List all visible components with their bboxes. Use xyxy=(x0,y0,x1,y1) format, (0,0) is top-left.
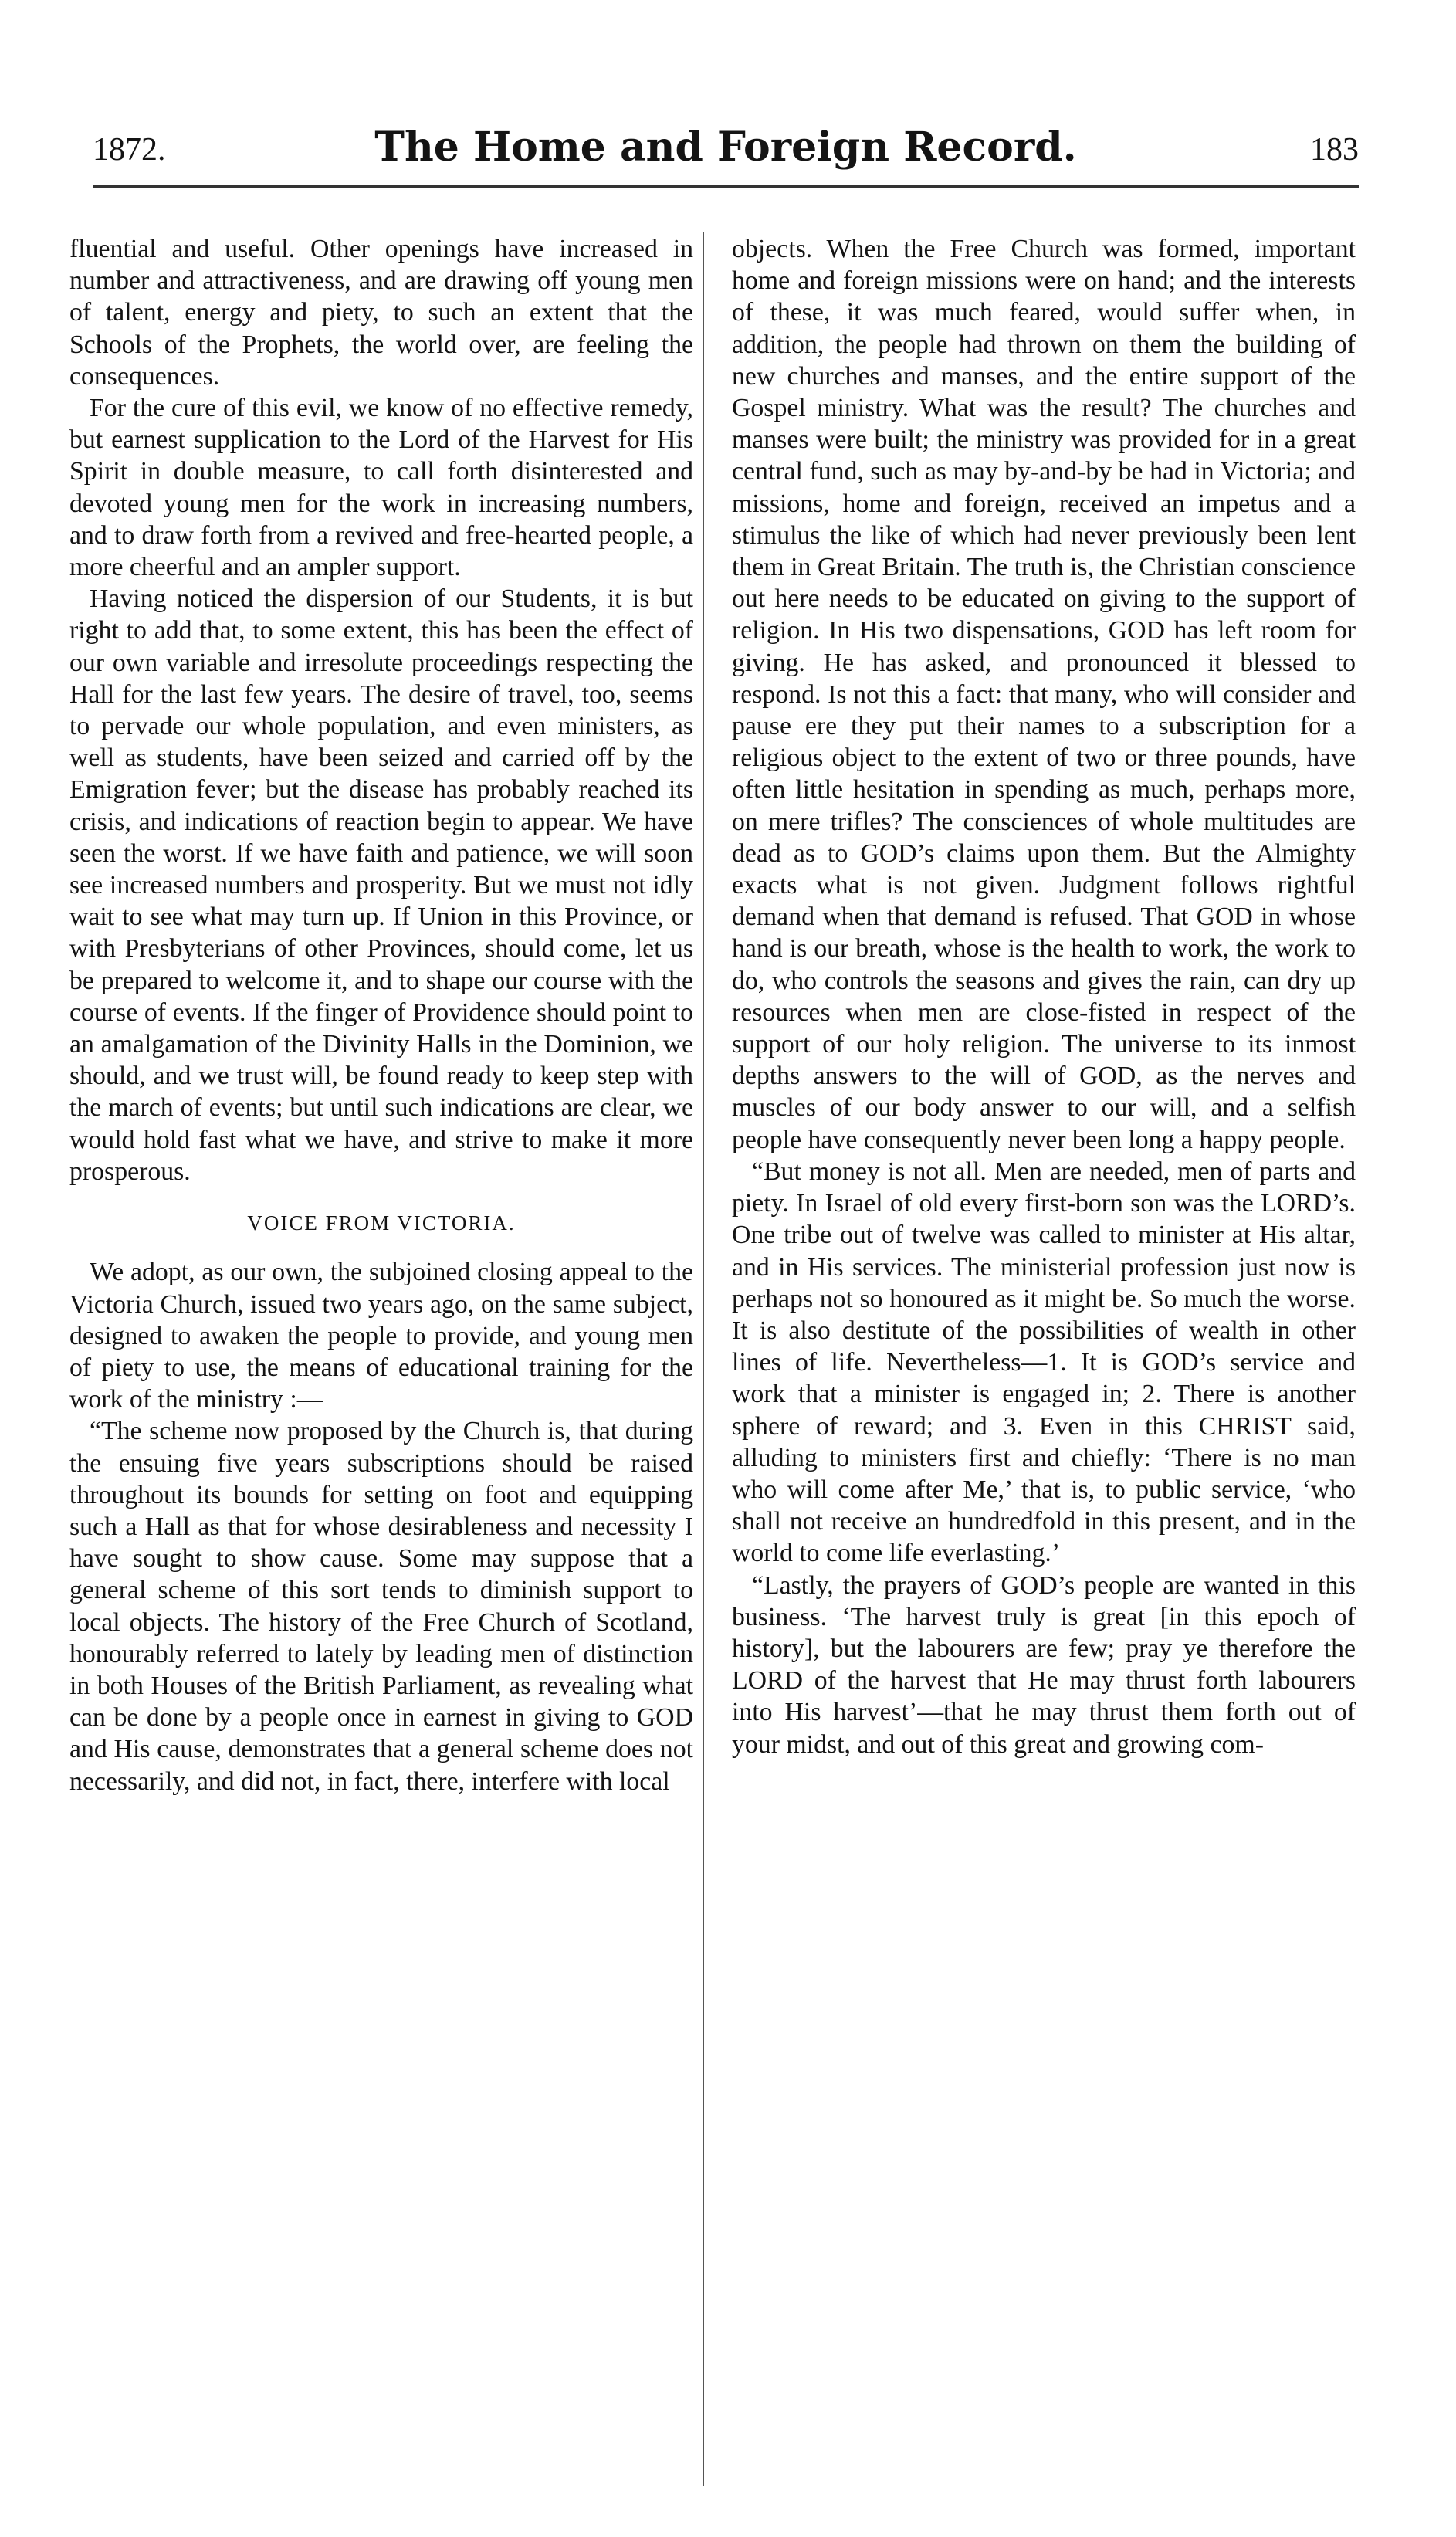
right-column xyxy=(732,233,1356,1760)
header-rule xyxy=(93,185,1359,188)
paragraph: objects. When the Free Church was formed, important home and foreign missions were on hand; and the interests of these, it was much feared, would suffer when, in addition, the people had thrown on them the building of new churches and manses, and the entire support of the Gospel ministry. What was the result? The churches and manses were built; the ministry was provided for in a great central fund, such as may by-and-by be had in Victoria; and missions, home and foreign, received an impetus and a stimulus the like of which had never previously been lent them in Great Britain. The truth is, the Christian conscience out here needs to be educated on giving to the support of religion. In His two dispensations, GOD has left room for giving. He has asked, and pronounced it blessed to respond. Is not this a fact: that many, who will consider and pause ere they put their names to a subscription for a religious object to the extent of two or three pounds, have often little hesitation in spending as much, perhaps more, on mere trifles? The consciences of whole multitudes are dead as to GOD’s claims upon them. But the Almighty exacts what is not given. Judgment follows rightful demand when that demand is refused. That GOD in whose hand is our breath, whose is the health to work, the work to do, who controls the seasons and gives the rain, can dry up resources when men are close-fisted in respect of the support of our holy religion. The universe to its inmost depths answers to the will of GOD, as the nerves and muscles of our body answer to our will, and a selfish people have consequently never been long a happy people. xyxy=(732,235,1356,1154)
paragraph: Having noticed the dispersion of our Students, it is but right to add that, to some extent, this has been the effect of our own variable and irresolute proceedings respecting the Hall for the last few years. The desire of travel, too, seems to pervade our whole population, and even ministers, as well as students, have been seized and carried off by the Emigration fever; but the disease has probably reached its crisis, and indications of reaction begin to appear. We have seen the worst. If we have faith and patience, we will soon see increased numbers and prosperity. But we must not idly wait to see what may turn up. If Union in this Province, or with Presbyterians of other Provinces, should come, let us be prepared to welcome it, and to shape our course with the course of events. If the finger of Providence should point to an amalgamation of the Divinity Halls in the Dominion, we should, and we trust will, be found ready to keep step with the march of events; but until such indications are clear, we would hold fast what we have, and strive to make it more prosperous. xyxy=(69,584,693,1186)
section-heading: VOICE FROM VICTORIA. xyxy=(247,1211,516,1235)
paragraph: We adopt, as our own, the subjoined closing appeal to the Victoria Church, issued two years ago, on the same subject, designed to awaken the people to provide, and young men of piety to use, the means of educational training for the work of the ministry :— xyxy=(69,1258,693,1414)
paragraph: “But money is not all. Men are needed, men of parts and piety. In Israel of old every first-born son was the LORD’s. One tribe out of twelve was called to minister at His altar, and in His services. The ministerial profession just now is perhaps not so honoured as it might be. So much the worse. It is also destitute of the possibilities of wealth in other lines of life. Nevertheless—1. It is GOD’s service and work that a minister is engaged in; 2. There is another sphere of reward; and 3. Even in this CHRIST said, alluding to ministers first and chiefly: ‘There is no man who will come after Me,’ that is, to public service, ‘who shall not receive an hundredfold in this present, and in the world to come life everlasting.’ xyxy=(732,1157,1356,1568)
paragraph: “Lastly, the prayers of GOD’s people are wanted in this business. ‘The harvest truly is great [in this epoch of history], but the labourers are few; pray ye therefore the LORD of the harvest that He may thrust forth labourers into His harvest’—that he may thrust them forth out of your midst, and out of this great and growing com- xyxy=(732,1570,1356,1759)
header-year: 1872. xyxy=(93,132,166,168)
paragraph: “The scheme now proposed by the Church is, that during the ensuing five years subscriptions should be raised throughout its bounds for setting on foot and equipping such a Hall as that for whose desirableness and necessity I have sought to show cause. Some may suppose that a general scheme of this sort tends to diminish support to local objects. The history of the Free Church of Scotland, honourably referred to lately by leading men of distinction in both Houses of the British Parliament, as revealing what can be done by a people once in earnest in giving to GOD and His cause, demonstrates that a general scheme does not necessarily, and did not, in fact, there, interfere with local xyxy=(69,1417,693,1796)
journal-title: The Home and Foreign Record. xyxy=(374,124,1077,171)
column-divider xyxy=(703,232,704,2486)
page-number: 183 xyxy=(1310,132,1359,168)
left-column xyxy=(69,233,693,1797)
paragraph: For the cure of this evil, we know of no effective remedy, but earnest supplication to the Lord of the Harvest for His Spirit in double measure, to call forth disinterested and devoted young men for the work in increasing numbers, and to draw forth from a revived and free-hearted people, a more cheerful and an ampler support. xyxy=(69,394,693,582)
running-header xyxy=(93,116,1359,178)
paragraph: fluential and useful. Other openings have increased in number and attractiveness, and are drawing off young men of talent, energy and piety, to such an extent that the Schools of the Prophets, the world over, are feeling the consequences. xyxy=(69,235,693,391)
